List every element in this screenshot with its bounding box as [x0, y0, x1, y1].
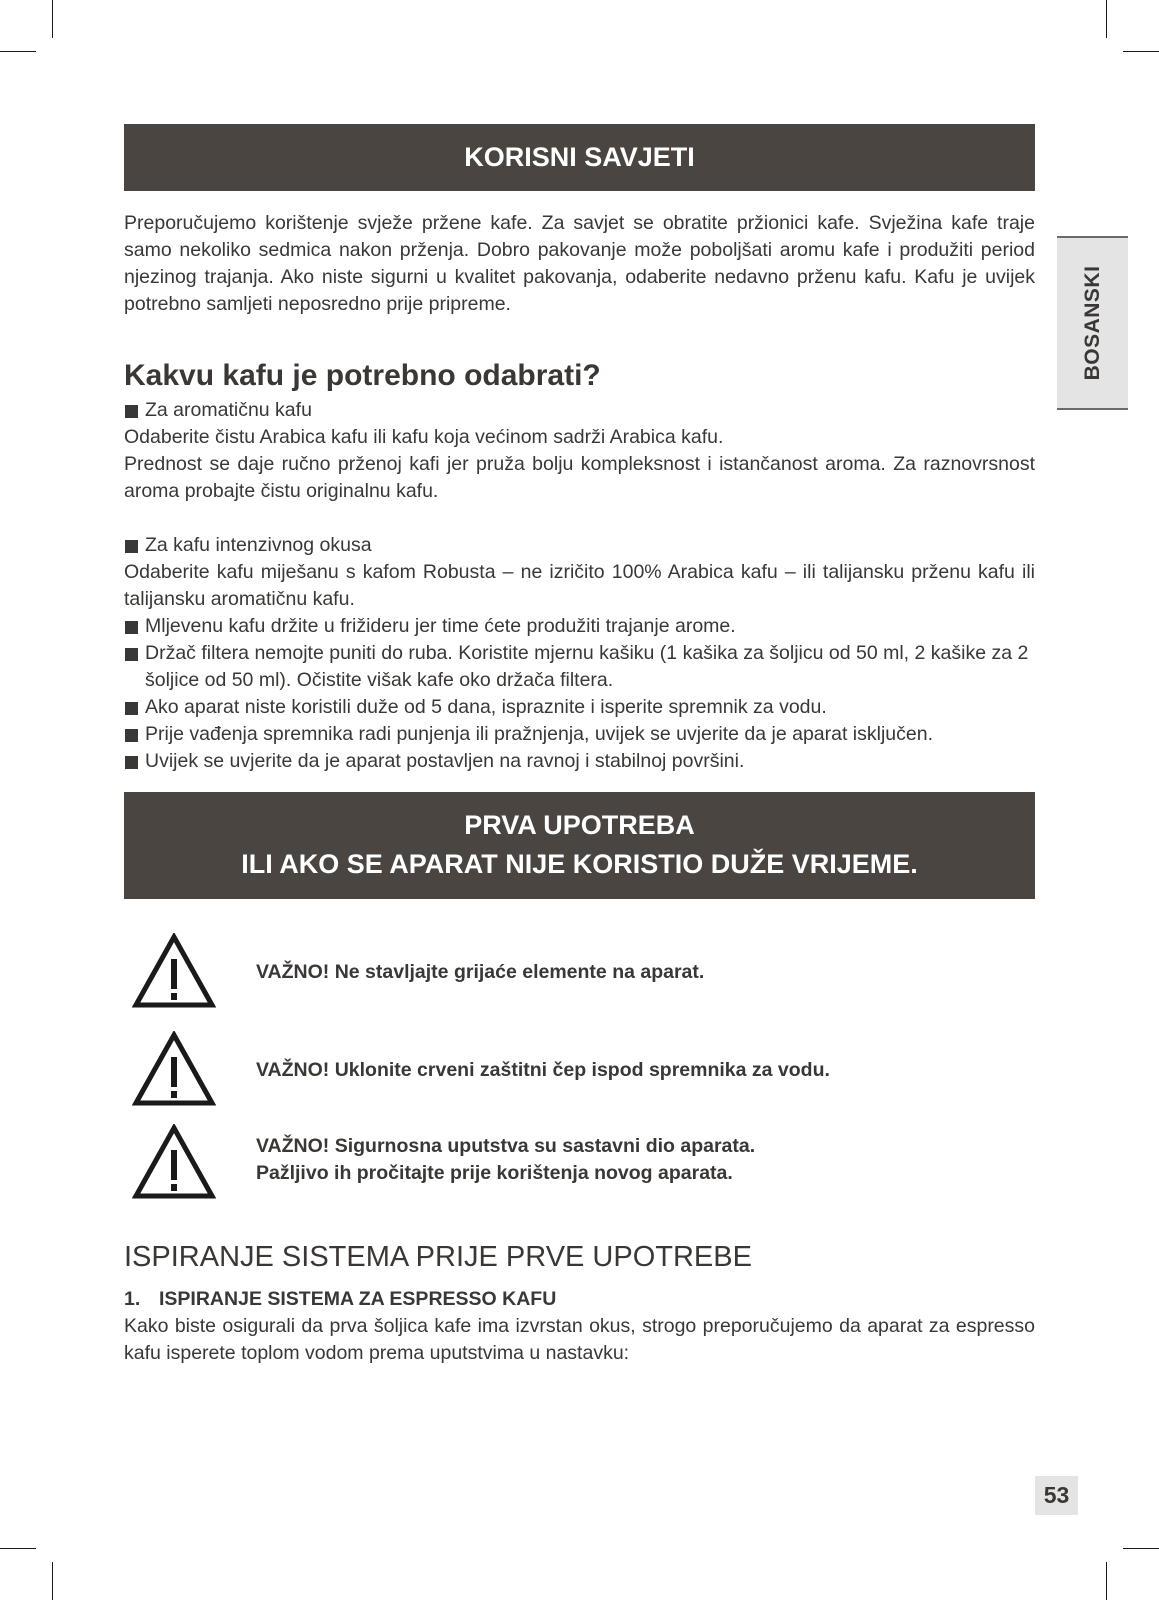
warning-text-line: VAŽNO! Uklonite crveni zaštitni čep ispod spremnika za vodu.	[256, 1059, 830, 1081]
warning-text-line: Pažljivo ih pročitajte prije korištenja novog aparata.	[256, 1162, 733, 1184]
banner-title-line: ILI AKO SE APARAT NIJE KORISTIO DUŽE VRIJEME.	[241, 849, 918, 879]
crop-mark	[1106, 1562, 1107, 1600]
paragraph: Kako biste osigurali da prva šoljica kafe ima izvrstan okus, strogo preporučujemo da aparat za espresso kafu isperete toplom vodom prema uputstvima u nastavku:	[124, 1315, 1035, 1364]
warning-text-line: VAŽNO! Sigurnosna uputstva su sastavni dio aparata.	[256, 1135, 756, 1157]
crop-mark	[1106, 0, 1107, 38]
bullet-text: Držač filtera nemojte puniti do ruba. Koristite mjernu kašiku (1 kašika za šoljicu od 50 ml, 2 kašike za 2 šoljice od 50 ml). Očistite višak kafe oko držača filtera.	[145, 642, 1029, 691]
bullet-text: Za kafu intenzivnog okusa	[145, 534, 372, 556]
subsection-title: ISPIRANJE SISTEMA ZA ESPRESSO KAFU	[159, 1288, 557, 1310]
banner-title-line: PRVA UPOTREBA	[464, 810, 695, 840]
warning-notice	[132, 933, 1032, 1023]
square-bullet-icon	[125, 648, 138, 661]
section-banner-tips	[124, 124, 1035, 191]
coffee-choice-block	[124, 397, 1035, 775]
warning-text-line: VAŽNO! Ne stavljajte grijaće elemente na aparat.	[256, 961, 705, 983]
crop-mark	[52, 1562, 53, 1600]
warning-text	[256, 959, 1016, 986]
bullet-item	[124, 532, 1035, 559]
rinse-paragraph	[124, 1313, 1035, 1367]
bullet-item	[124, 640, 1035, 694]
bullet-item	[124, 694, 1035, 721]
warning-notice	[132, 1124, 1032, 1214]
warning-text	[256, 1057, 1016, 1084]
square-bullet-icon	[125, 702, 138, 715]
language-label: BOSANSKI	[1080, 265, 1104, 381]
bullet-item	[124, 397, 1035, 424]
crop-mark	[52, 0, 53, 38]
warning-text	[256, 1133, 1016, 1187]
bullet-text: Mljevenu kafu držite u frižideru jer time ćete produžiti trajanje arome.	[145, 615, 736, 637]
bullet-text: Ako aparat niste koristili duže od 5 dana, ispraznite i isperite spremnik za vodu.	[145, 696, 827, 718]
paragraph: Odaberite čistu Arabica kafu ili kafu koja većinom sadrži Arabica kafu.	[124, 426, 724, 448]
subsection-number: 1.	[124, 1288, 141, 1310]
bullet-item	[124, 721, 1035, 748]
paragraph: Odaberite kafu miješanu s kafom Robusta – ne izričito 100% Arabica kafu – ili talijansku prženu kafu ili talijansku aromatičnu kafu.	[124, 561, 1035, 610]
crop-mark	[0, 1548, 36, 1549]
square-bullet-icon	[125, 621, 138, 634]
warning-triangle-icon	[132, 1031, 216, 1107]
warning-triangle-icon	[132, 933, 216, 1009]
square-bullet-icon	[125, 405, 138, 418]
bullet-item	[124, 748, 1035, 775]
intro-paragraph	[124, 210, 1035, 318]
crop-mark	[1123, 1548, 1159, 1549]
bullet-text: Prije vađenja spremnika radi punjenja ili pražnjenja, uvijek se uvjerite da je aparat isključen.	[145, 723, 934, 745]
banner-title: KORISNI SAVJETI	[464, 142, 695, 172]
bullet-text: Uvijek se uvjerite da je aparat postavljen na ravnoj i stabilnoj površini.	[145, 750, 745, 772]
bullet-text: Za aromatičnu kafu	[145, 399, 312, 421]
square-bullet-icon	[125, 729, 138, 742]
language-tab	[1057, 236, 1128, 410]
section-banner-first-use	[124, 792, 1035, 899]
bullet-item	[124, 613, 1035, 640]
square-bullet-icon	[125, 756, 138, 769]
intro-text: Preporučujemo korištenje svježe pržene kafe. Za savjet se obratite pržionici kafe. Svježina kafe traje samo nekoliko sedmica nakon prženja. Dobro pakovanje može poboljšati aromu kafe i produžiti period njezinog trajanja. Ako niste sigurni u kvalitet pakovanja, odaberite nedavno prženu kafu. Kafu je uvijek potrebno samljeti neposredno prije pripreme.	[124, 212, 1035, 315]
warning-notice	[132, 1031, 1032, 1121]
warning-triangle-icon	[132, 1124, 216, 1200]
subsection-heading-espresso-rinse	[124, 1286, 556, 1313]
section-heading-coffee-choice: Kakvu kafu je potrebno odabrati?	[124, 359, 601, 392]
section-heading-rinse: ISPIRANJE SISTEMA PRIJE PRVE UPOTREBE	[124, 1241, 752, 1273]
crop-mark	[0, 51, 36, 52]
square-bullet-icon	[125, 540, 138, 553]
page-number: 53	[1035, 1476, 1078, 1515]
crop-mark	[1123, 51, 1159, 52]
paragraph: Prednost se daje ručno prženoj kafi jer pruža bolju kompleksnost i istančanost aroma. Za raznovrsnost aroma probajte čistu originalnu kafu.	[124, 453, 1035, 502]
